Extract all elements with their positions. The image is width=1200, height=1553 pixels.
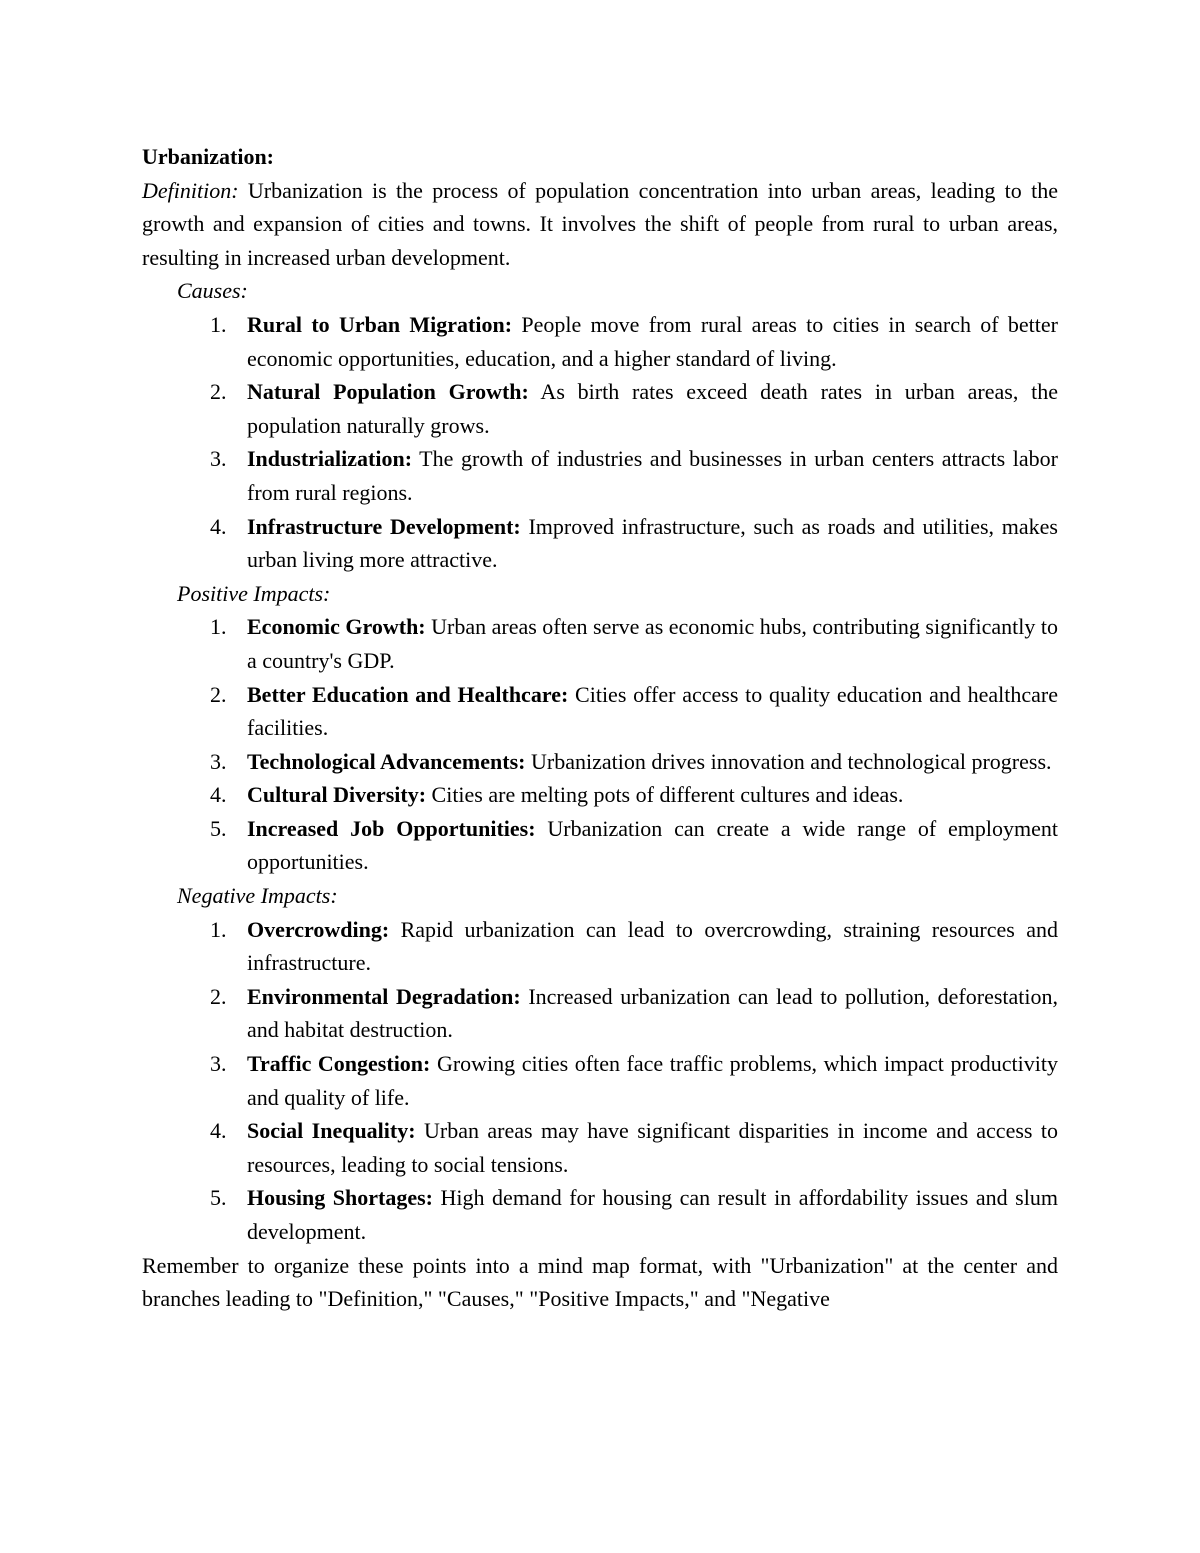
item-text: Cities offer access to quality education and healthcare facilities.	[247, 681, 1058, 741]
item-text: Rapid urbanization can lead to overcrowding, straining resources and infrastructure.	[247, 916, 1058, 976]
item-number: 1.	[210, 916, 227, 942]
list-item	[142, 375, 1058, 442]
item-text: As birth rates exceed death rates in urban areas, the population naturally grows.	[247, 379, 1059, 438]
item-number: 4.	[210, 1118, 227, 1144]
item-term: Social Inequality:	[247, 1118, 416, 1144]
item-number: 2.	[210, 983, 227, 1009]
item-number: 5.	[210, 1185, 227, 1211]
list-item	[142, 510, 1058, 577]
definition-paragraph	[142, 174, 1058, 275]
section-label: Causes:	[177, 278, 248, 304]
item-number: 5.	[210, 815, 227, 841]
item-number: 1.	[210, 614, 227, 640]
item-term: Increased Job Opportunities:	[247, 815, 536, 841]
list-item	[142, 980, 1058, 1047]
document-page	[142, 140, 1058, 1316]
item-text: Urbanization can create a wide range of employment opportunities.	[247, 815, 1058, 875]
list-item	[142, 678, 1058, 745]
section-causes	[142, 274, 1058, 576]
item-term: Natural Population Growth:	[247, 379, 529, 405]
item-number: 2.	[210, 681, 227, 707]
section-label: Positive Impacts:	[177, 580, 331, 606]
item-number: 4.	[210, 513, 227, 539]
item-text: Urbanization drives innovation and technological progress.	[525, 748, 1052, 774]
item-term: Housing Shortages:	[247, 1185, 433, 1211]
list-item	[142, 610, 1058, 677]
list-item	[142, 778, 1058, 812]
item-text: People move from rural areas to cities in search of better economic opportunities, education, and a higher standard of living.	[247, 311, 1058, 371]
item-text: The growth of industries and businesses in urban centers attracts labor from rural regions.	[247, 446, 1058, 505]
item-number: 2.	[210, 379, 227, 405]
item-text: Growing cities often face traffic problems, which impact productivity and quality of life.	[247, 1051, 1058, 1110]
item-term: Cultural Diversity:	[247, 782, 427, 808]
item-term: Industrialization:	[247, 446, 413, 472]
negative-impacts-list	[142, 913, 1058, 1249]
list-item	[142, 812, 1058, 879]
item-term: Economic Growth:	[247, 614, 426, 640]
list-item	[142, 308, 1058, 375]
list-item	[142, 913, 1058, 980]
closing-paragraph: Remember to organize these points into a mind map format, with "Urbanization" at the center and branches leading to "Definition," "Causes," "Positive Impacts," and "Negative	[142, 1252, 1058, 1312]
item-number: 1.	[210, 311, 227, 337]
positive-impacts-list	[142, 610, 1058, 879]
item-term: Traffic Congestion:	[247, 1051, 431, 1077]
item-number: 3.	[210, 446, 227, 472]
item-number: 3.	[210, 1051, 227, 1077]
definition-text: Urbanization is the process of population concentration into urban areas, leading to the growth and expansion of cities and towns. It involves the shift of people from rural to urban areas, resulting in increased urban development.	[142, 177, 1058, 270]
item-term: Technological Advancements:	[247, 748, 526, 774]
causes-list	[142, 308, 1058, 577]
item-text: Urban areas may have significant disparities in income and access to resources, leading to social tensions.	[247, 1118, 1058, 1177]
item-term: Infrastructure Development:	[247, 513, 521, 539]
item-text: Increased urbanization can lead to pollution, deforestation, and habitat destruction.	[247, 983, 1058, 1043]
item-term: Overcrowding:	[247, 916, 390, 942]
list-item	[142, 1114, 1058, 1181]
section-negative-impacts	[142, 879, 1058, 1249]
section-positive-impacts	[142, 577, 1058, 879]
item-term: Better Education and Healthcare:	[247, 681, 569, 707]
list-item	[142, 442, 1058, 509]
list-item	[142, 1047, 1058, 1114]
list-item	[142, 1181, 1058, 1248]
item-term: Environmental Degradation:	[247, 983, 521, 1009]
list-item	[142, 745, 1058, 779]
section-label: Negative Impacts:	[177, 883, 338, 909]
item-number: 3.	[210, 748, 227, 774]
item-text: Improved infrastructure, such as roads and utilities, makes urban living more attractive.	[247, 513, 1058, 573]
document-title: Urbanization:	[142, 144, 274, 169]
item-text: Urban areas often serve as economic hubs, contributing significantly to a country's GDP.	[247, 614, 1058, 673]
item-number: 4.	[210, 782, 227, 808]
item-text: Cities are melting pots of different cultures and ideas.	[426, 782, 904, 808]
item-term: Rural to Urban Migration:	[247, 311, 513, 337]
definition-label: Definition:	[142, 177, 239, 203]
item-text: High demand for housing can result in affordability issues and slum development.	[247, 1185, 1058, 1244]
